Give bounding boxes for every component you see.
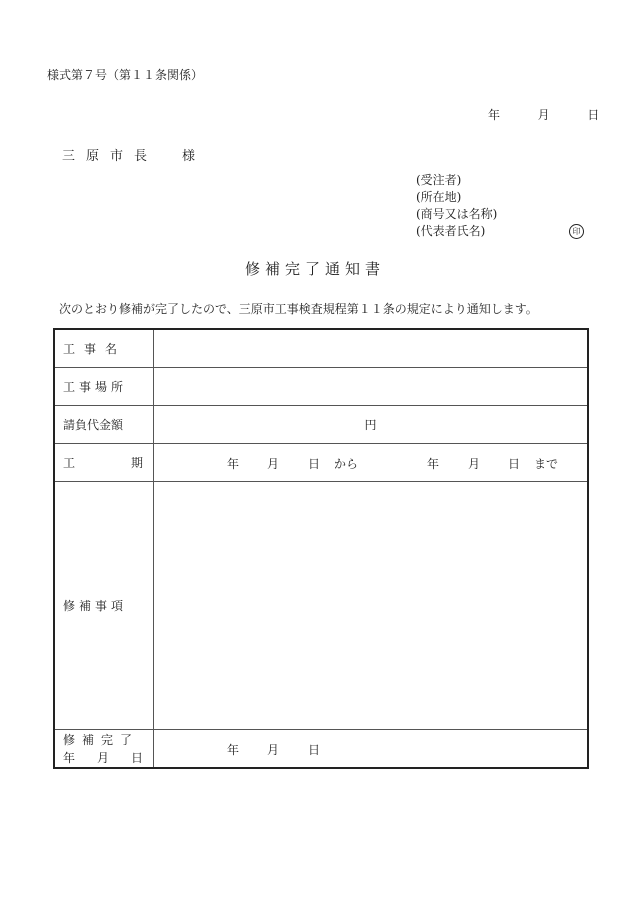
intro-text: 次のとおり修補が完了したので、三原市工事検査規程第１１条の規定により通知します。 (59, 302, 538, 316)
value-completion-date (154, 730, 589, 769)
sender-contractor: (受注者) (416, 173, 462, 187)
period-end-day: 日 (508, 457, 521, 471)
label-contract-amount: 請負代金額 (54, 406, 154, 444)
period-end-year: 年 (427, 457, 440, 471)
document-title: 修補完了通知書 (244, 260, 385, 278)
label-completion-line1: 修補完了 (63, 732, 140, 747)
table-row (54, 482, 588, 730)
label-period (54, 444, 154, 482)
completion-day: 日 (308, 743, 321, 757)
label-completion-day: 日 (130, 750, 143, 765)
notice-table (53, 328, 589, 769)
seal-mark: 印 (569, 224, 584, 239)
period-until: まで (534, 457, 559, 471)
submission-date (488, 106, 599, 123)
form-number: 様式第７号（第１１条関係） (47, 68, 204, 82)
label-completion-line2 (63, 749, 153, 767)
recipient: 三原市長 様 (62, 149, 207, 164)
label-project-location: 工事場所 (54, 368, 154, 406)
label-completion-month: 月 (96, 750, 109, 765)
period-start-day: 日 (308, 457, 321, 471)
table-row (54, 406, 588, 444)
label-period-char-1: 工 (63, 456, 76, 470)
label-repair-items: 修補事項 (54, 482, 154, 730)
label-project-name: 工事名 (54, 329, 154, 368)
yen-unit: 円 (364, 418, 377, 432)
table-row (54, 329, 588, 368)
label-period-char-2: 期 (130, 456, 143, 470)
label-completion-date (54, 730, 154, 769)
date-year: 年 (488, 108, 501, 122)
table-row (54, 368, 588, 406)
value-repair-items (154, 482, 589, 730)
value-period (154, 444, 589, 482)
period-start-month: 月 (267, 457, 280, 471)
sender-representative: (代表者氏名) (416, 224, 486, 238)
sender-company-name: (商号又は名称) (416, 207, 498, 221)
sender-block (416, 172, 586, 240)
value-contract-amount (154, 406, 589, 444)
label-completion-year: 年 (63, 750, 76, 765)
table-row (54, 444, 588, 482)
period-from: から (334, 457, 359, 471)
sender-address: (所在地) (416, 190, 462, 204)
date-month: 月 (537, 108, 550, 122)
period-end-month: 月 (468, 457, 481, 471)
value-project-name (154, 329, 589, 368)
completion-year: 年 (227, 743, 240, 757)
period-start-year: 年 (227, 457, 240, 471)
table-row (54, 730, 588, 769)
completion-month: 月 (267, 743, 280, 757)
value-project-location (154, 368, 589, 406)
date-day: 日 (587, 108, 600, 122)
sender-representative-row (416, 223, 586, 240)
